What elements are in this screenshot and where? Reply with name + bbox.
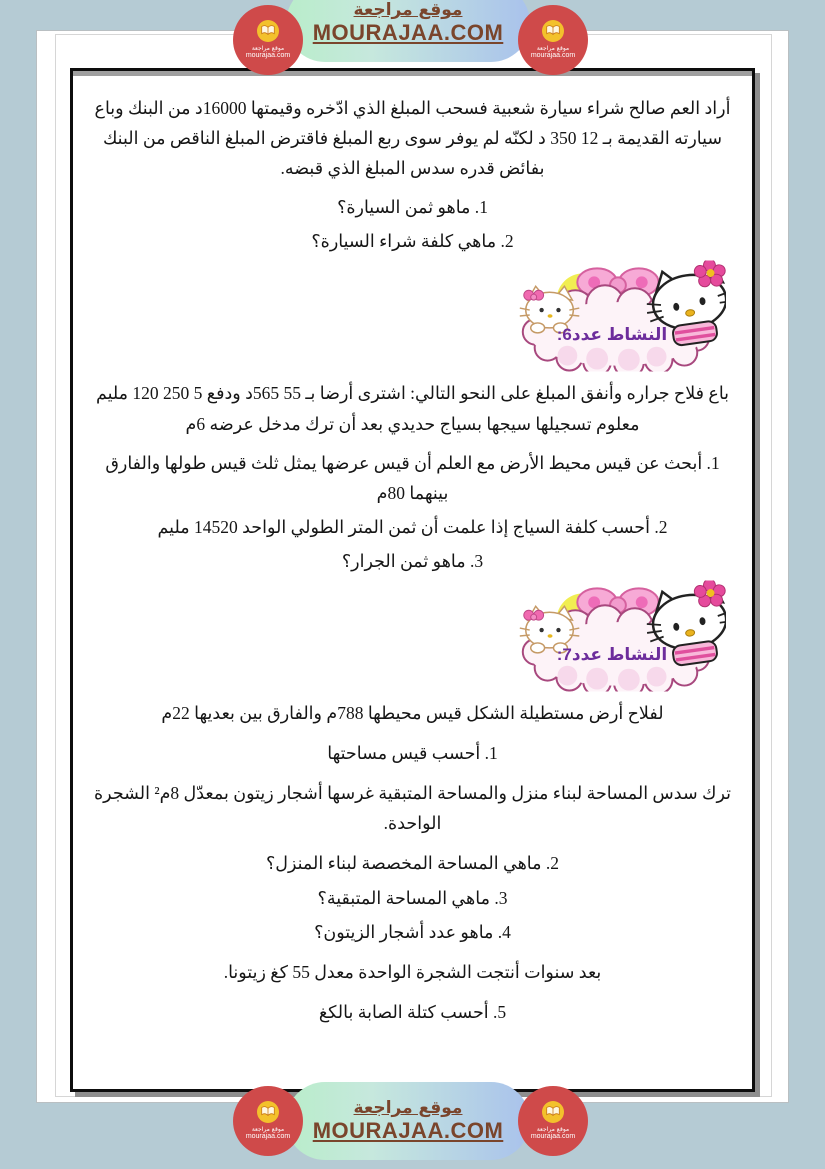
logo-text-domain: mourajaa.com bbox=[245, 1132, 291, 1140]
logo-text-arabic: موقع مراجعة bbox=[251, 44, 285, 52]
activity7-problem-text-1: لفلاح أرض مستطيلة الشكل قيس محيطها 788م والفارق بين بعديها 22م bbox=[161, 703, 664, 724]
logo-text-domain: mourajaa.com bbox=[245, 51, 291, 59]
book-icon bbox=[542, 20, 564, 42]
intro-question-2: 2. ماهي كلفة شراء السيارة؟ bbox=[311, 231, 514, 252]
footer-brand-arabic[interactable]: موقع مراجعة bbox=[353, 1098, 463, 1118]
logo-text-arabic: موقع مراجعة bbox=[536, 44, 570, 52]
book-icon bbox=[257, 20, 279, 42]
activity7-question-1: 1. أحسب قيس مساحتها bbox=[327, 743, 498, 764]
activity6-banner bbox=[498, 260, 726, 372]
header-right-logo bbox=[518, 5, 588, 75]
logo-text-arabic: موقع مراجعة bbox=[536, 1125, 570, 1133]
logo-text-domain: mourajaa.com bbox=[530, 1132, 576, 1140]
book-icon bbox=[542, 1101, 564, 1123]
hello-kitty-cloud-illustration bbox=[498, 260, 726, 372]
worksheet-frame bbox=[70, 68, 755, 1092]
footer-brand-pill[interactable] bbox=[286, 1082, 530, 1160]
activity7-problem-text-3: بعد سنوات أنتجت الشجرة الواحدة معدل 55 كغ زيتونا. bbox=[223, 961, 602, 982]
activity7-question-5: 5. أحسب كتلة الصابة بالكغ bbox=[318, 1001, 507, 1022]
activity7-question-2: 2. ماهي المساحة المخصصة لبناء المنزل؟ bbox=[265, 853, 560, 874]
activity6-title: النشاط عدد6: bbox=[556, 325, 668, 345]
logo-text-arabic: موقع مراجعة bbox=[251, 1125, 285, 1133]
hello-kitty-cloud-illustration bbox=[498, 580, 726, 692]
activity7-title: النشاط عدد7: bbox=[556, 645, 668, 665]
book-icon bbox=[257, 1101, 279, 1123]
header-brand-link[interactable]: MOURAJAA.COM bbox=[312, 20, 504, 45]
activity7-banner bbox=[498, 580, 726, 692]
logo-text-domain: mourajaa.com bbox=[530, 51, 576, 59]
activity7-question-4: 4. ماهو عدد أشجار الزيتون؟ bbox=[314, 921, 511, 942]
footer-left-logo bbox=[233, 1086, 303, 1156]
intro-question-1: 1. ماهو ثمن السيارة؟ bbox=[337, 197, 488, 218]
activity6-problem-text: باع فلاح جراره وأنفق المبلغ على النحو التالي: اشترى أرضا بـ 55 565د ودفع 5 250 120 مليم معلوم تسجيلها سيجها بسياج حديدي بعد أن ترك مدخل عرضه 6م bbox=[95, 383, 730, 434]
activity6-question-3: 3. ماهو ثمن الجرار؟ bbox=[341, 550, 484, 571]
activity6-question-2: 2. أحسب كلفة السياج إذا علمت أن ثمن المتر الطولي الواحد 14520 مليم bbox=[157, 516, 668, 537]
header-brand-arabic[interactable]: موقع مراجعة bbox=[353, 0, 463, 20]
header-brand-pill[interactable] bbox=[286, 0, 530, 62]
footer-brand-link[interactable]: MOURAJAA.COM bbox=[312, 1118, 504, 1143]
activity7-problem-text-2: ترك سدس المساحة لبناء منزل والمساحة المتبقية غرسها أشجار زيتون بمعدّل 8م² الشجرة الواحدة. bbox=[94, 783, 731, 834]
header-left-logo bbox=[233, 5, 303, 75]
footer-right-logo bbox=[518, 1086, 588, 1156]
activity7-question-3: 3. ماهي المساحة المتبقية؟ bbox=[317, 887, 508, 908]
intro-problem-text: أراد العم صالح شراء سيارة شعبية فسحب المبلغ الذي ادّخره وقيمتها 16000د من البنك وباع سيارته القديمة بـ 12 350 د لكنّه لم يوفر سوى ربع المبلغ فاقترض المبلغ الناقص من البنك بفائض قدره سدس المبلغ الذي قبضه. bbox=[94, 98, 731, 179]
activity6-question-1: 1. أبحث عن قيس محيط الأرض مع العلم أن قيس عرضها يمثل ثلث قيس طولها والفارق بينهما 80م bbox=[105, 452, 720, 503]
